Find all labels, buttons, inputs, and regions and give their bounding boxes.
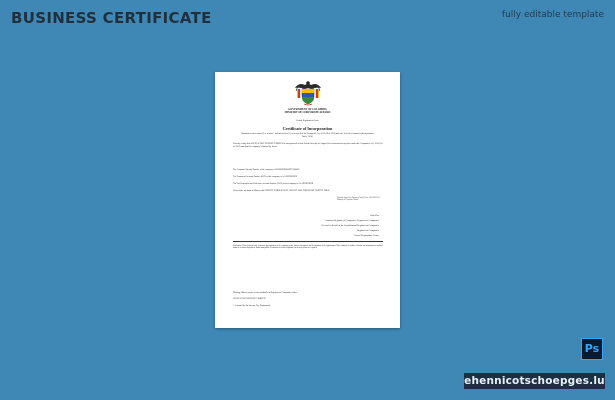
ministry-name: MINISTRY OF CORPORATE AFFAIRS — [284, 111, 331, 114]
coat-of-arms-icon — [293, 77, 323, 107]
signatory-role: Central Registration Centre — [353, 235, 379, 238]
photoshop-icon: Ps — [581, 338, 603, 360]
pan-line: The Permanent Account Number (PAN) of the company is AAAXXXXXXX — [233, 176, 298, 178]
given-line: Given under my hand at Manesar this TWENTY THIRD DAY OF AUGUST TWO THOUSAND TWENTY FOUR — [233, 190, 330, 192]
form-label: Central Registration Centre — [296, 120, 319, 122]
digital-signature-block: Digitally signed by [Signatory Name] Date: 2023.08.23 DS Ministry of Corporate Affairs — [337, 197, 380, 202]
signatory-block — [299, 215, 379, 240]
tan-line: The Tax Deduction and Collection Account Number (TAN) of the company is AAAXXXXXXX — [233, 183, 314, 185]
certificate-title: Certificate of Incorporation — [282, 126, 333, 131]
issued-note: * as issued by the Income Tax Department — [233, 304, 271, 307]
signatory-role: Assistant Registrar of Companies/ Registrar of Companies — [325, 220, 379, 223]
signatory-name: John Doe — [370, 215, 379, 217]
mailing-label: Mailing Address as per record available in Registrar of Companies office: — [233, 292, 298, 294]
signatory-role: For and on behalf of the Jurisdictional Registrar of Companies — [321, 225, 379, 228]
mailing-address-block — [233, 292, 383, 311]
prescribed-clause: [Pursuant to sub-section (2) of section 7 and sub-section (1) of section 8 of the Companies Act, 2013 (18 of 2013) and rule 18 of the Companies (Incorporation) Rules, 2014] — [241, 133, 374, 138]
signatory-role: Registrar of Companies — [357, 230, 379, 233]
cin-line: The Corporate Identity Number of the company is U00000XX0000PTC000000 — [233, 169, 300, 171]
page-title: BUSINESS CERTIFICATE — [11, 9, 212, 27]
company-name: LOCK SCOUT PRIVATE LIMITED — [233, 298, 266, 301]
watermark-banner: ehennicotschoepges.lu — [464, 375, 605, 387]
disclaimer: Disclaimer: This certificate only evidences incorporation of the company on the basis of documents and declarations of the applicant(s). This certificate is neither a license nor permission to conduct business or solicit deposits or funds from public. Permission of sector regulator is necessary wherever required. — [233, 245, 383, 250]
page-subtitle: fully editable template — [501, 10, 604, 20]
certificate-body: I hereby certify that LOCK SCOUT PRIVATE LIMITED is incorporated on this Fourth first day of August Five thousand twenty three under the Companies Act, 2013 (18 of 2013) and that the company is limited by shares. — [233, 143, 383, 148]
divider — [233, 241, 383, 242]
certificate-page — [215, 72, 400, 328]
government-name: GOVERNMENT OF COLOMBIA — [288, 108, 327, 111]
